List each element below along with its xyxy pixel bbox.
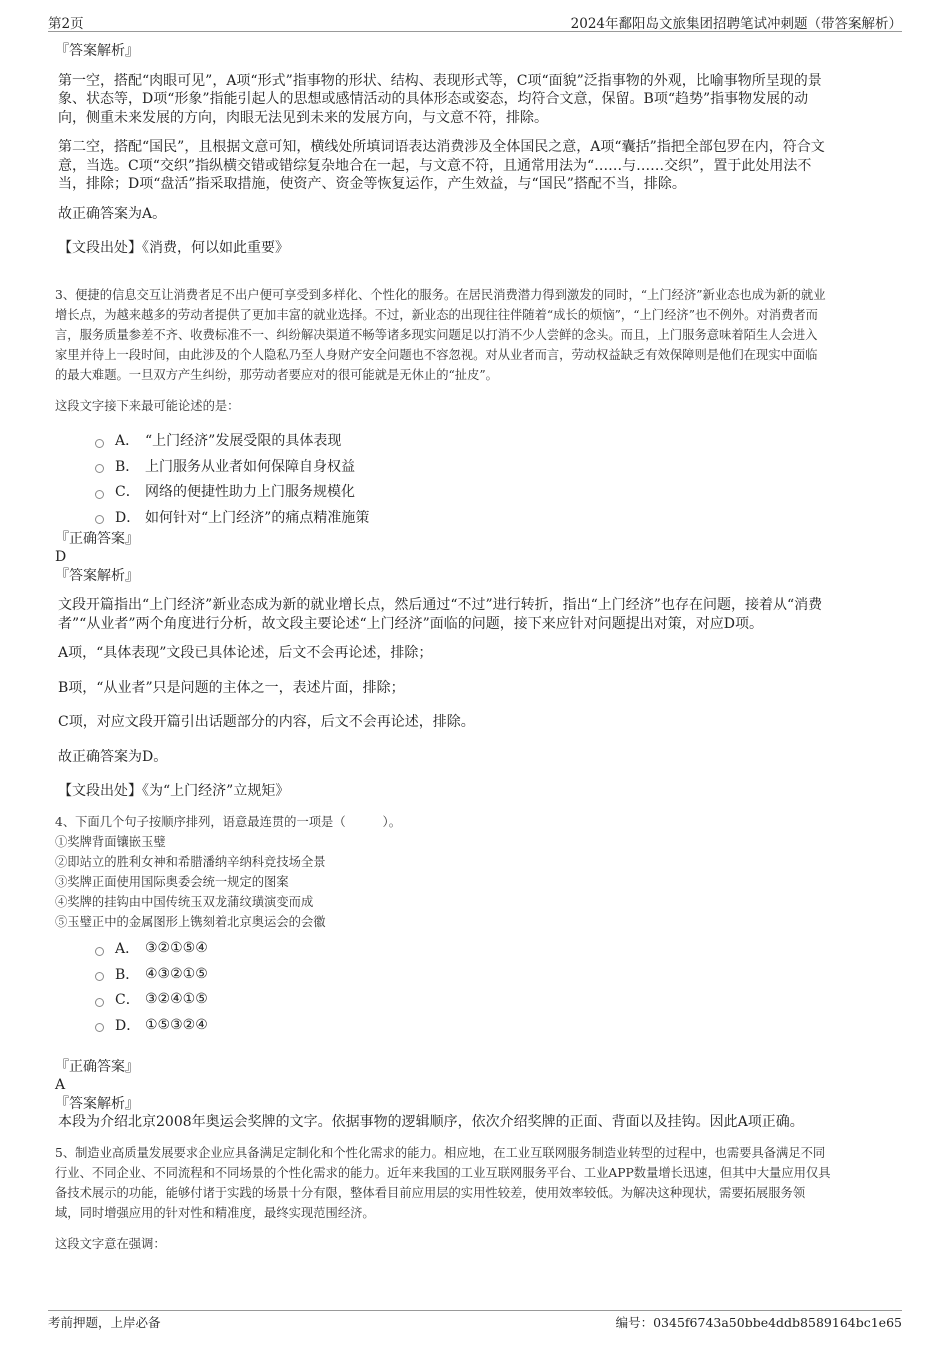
radio-button[interactable] [95, 464, 104, 473]
text-line: 域，同时增强应用的针对性和精准度，最终实现范围经济。 [55, 1205, 375, 1220]
q4-option-d[interactable] [95, 1012, 895, 1038]
radio-button[interactable] [95, 972, 104, 981]
q3-analysis [58, 596, 895, 633]
q2-source: 【文段出处】《消费，何以如此重要》 [58, 240, 289, 256]
q3-option-b[interactable] [95, 453, 895, 479]
document-title: 2024年鄱阳岛文旅集团招聘笔试冲刺题（带答案解析） [570, 16, 902, 32]
radio-button[interactable] [95, 490, 104, 499]
text-line: 增长点，为越来越多的劳动者提供了更加丰富的就业选择。不过，新业态的出现往往伴随着“成长的烦恼”，“上门经济”也不例外。对消费者而 [55, 307, 818, 322]
q3-analysis-label: 『答案解析』 [55, 567, 139, 584]
option-letter: A． [115, 433, 140, 450]
text-line: 行业、不同企业、不同流程和不同场景的个性化需求的能力。近年来我国的工业互联网服务平台、工业APP数量增长迅速，但其中大量应用仅具 [55, 1165, 831, 1180]
q3-answer: D [55, 549, 67, 565]
q3-option-c[interactable] [95, 479, 895, 505]
text-line: 当，排除；D项“盘活”指采取措施，使资产、资金等恢复运作，产生效益，与“国民”搭配不当，排除。 [58, 176, 686, 192]
q5-stem [55, 1143, 895, 1223]
radio-button[interactable] [95, 947, 104, 956]
q4-analysis: 本段为介绍北京2008年奥运会奖牌的文字。依据事物的逻辑顺序，依次介绍奖牌的正面、背面以及挂钩。因此A项正确。 [58, 1114, 804, 1130]
option-text: ①⑤③②④ [145, 1016, 208, 1033]
q3-conclusion: 故正确答案为D。 [58, 748, 168, 765]
q4-answer-label: 『正确答案』 [55, 1058, 139, 1075]
text-line: ③奖牌正面使用国际奥委会统一规定的图案 [55, 874, 289, 889]
radio-button[interactable] [95, 515, 104, 524]
option-letter: A． [115, 941, 140, 958]
q4-analysis-label: 『答案解析』 [55, 1095, 139, 1112]
q2-analysis-paragraph-1 [58, 72, 895, 128]
footer-divider [48, 1310, 902, 1311]
text-line: 向，侧重未来发展的方向，肉眼无法见到未来的发展方向，与文意不符，排除。 [58, 109, 548, 126]
text-line: 备技术展示的功能，能够付诸于实践的场景十分有限，整体看目前应用层的实用性较差，使用效率较低。为解决这种现状，需要拓展服务领 [55, 1185, 806, 1200]
option-letter: D． [115, 1017, 141, 1034]
q4-stem [55, 812, 895, 932]
q3-options [95, 428, 895, 530]
document-code: 编号：0345f6743a50bbe4ddb8589164bc1e65 [615, 1315, 902, 1330]
text-line: 3、便捷的信息交互让消费者足不出户便可享受到多样化、个性化的服务。在居民消费潜力得到激发的同时，“上门经济”新业态也成为新的就业 [55, 287, 826, 302]
q2-conclusion: 故正确答案为A。 [58, 205, 167, 222]
q3-source: 【文段出处】《为“上门经济”立规矩》 [58, 783, 290, 799]
text-line: 者”“从业者”两个角度进行分析，故文段主要论述“上门经济”面临的问题，接下来应针对问题提出对策，对应D项。 [58, 615, 764, 632]
text-line: 象、状态等，D项“形象”指能引起人的思想或感情活动的具体形态或姿态，均符合文意，保留。B项“趋势”指事物发展的动 [58, 91, 809, 107]
text-line: 第二空，搭配“国民”，且根据文意可知，横线处所填词语表达消费涉及全体国民之意，A项“囊括”指把全部包罗在内，符合文 [58, 139, 825, 155]
footer-slogan: 考前押题，上岸必备 [48, 1315, 161, 1330]
q3-analysis-a: A项，“具体表现”文段已具体论述，后文不会再论述，排除； [58, 645, 433, 661]
option-text: 上门服务从业者如何保障自身权益 [145, 458, 355, 475]
text-line: 文段开篇指出“上门经济”新业态成为新的就业增长点，然后通过“不过”进行转折，指出“上门经济”也存在问题，接着从“消费 [58, 597, 823, 613]
q5-prompt: 这段文字意在强调： [55, 1236, 166, 1251]
option-text: “上门经济”发展受限的具体表现 [145, 433, 342, 450]
q3-analysis-c: C项，对应文段开篇引出话题部分的内容，后文不会再论述，排除。 [58, 714, 475, 730]
q2-analysis-label: 『答案解析』 [55, 43, 139, 59]
text-line: ②即站立的胜利女神和希腊潘纳辛纳科竞技场全景 [55, 854, 326, 869]
q4-option-a[interactable] [95, 936, 895, 962]
q3-answer-label: 『正确答案』 [55, 530, 139, 547]
page-content [55, 42, 895, 1254]
q3-option-d[interactable] [95, 504, 895, 530]
text-line: 4、下面几个句子按顺序排列，语意最连贯的一项是（ ）。 [55, 814, 401, 829]
q3-analysis-b: B项，“从业者”只是问题的主体之一，表述片面，排除； [58, 679, 405, 696]
text-line: 家里并待上一段时间，由此涉及的个人隐私乃至人身财产安全问题也不容忽视。对从业者而言，劳动权益缺乏有效保障则是他们在现实中面临 [55, 347, 818, 362]
option-letter: B． [115, 458, 140, 475]
option-letter: D． [115, 509, 141, 526]
q3-option-a[interactable] [95, 428, 895, 454]
page-header [48, 12, 902, 32]
option-text: 如何针对“上门经济”的痛点精准施策 [145, 509, 370, 526]
text-line: 第一空，搭配“肉眼可见”，A项“形式”指事物的形状、结构、表现形式等，C项“面貌”泛指事物的外观，比喻事物所呈现的景 [58, 72, 822, 89]
radio-button[interactable] [95, 439, 104, 448]
text-line: 意，当选。C项“交织”指纵横交错或错综复杂地合在一起，与文意不符，且通常用法为“……与……交织”，置于此处用法不 [58, 157, 812, 174]
text-line: 5、制造业高质量发展要求企业应具备满足定制化和个性化需求的能力。相应地，在工业互联网服务制造业转型的过程中，也需要具备满足不同 [55, 1145, 826, 1160]
q4-option-c[interactable] [95, 987, 895, 1013]
q3-stem [55, 285, 895, 385]
text-line: ⑤玉璧正中的金属图形上镌刻着北京奥运会的会徽 [55, 914, 326, 929]
header-divider [48, 31, 902, 32]
text-line: ①奖牌背面镶嵌玉璧 [55, 834, 166, 849]
option-text: ③②④①⑤ [145, 991, 208, 1008]
q4-answer: A [55, 1077, 66, 1093]
option-letter: B． [115, 966, 140, 983]
page-number: 第2页 [48, 16, 84, 32]
option-text: ④③②①⑤ [145, 965, 208, 982]
text-line: 的最大难题。一旦双方产生纠纷，那劳动者要应对的很可能就是无休止的“扯皮”。 [55, 367, 498, 382]
text-line: 言，服务质量参差不齐、收费标准不一、纠纷解决渠道不畅等诸多现实问题足以打消不少人尝鲜的念头。而且，上门服务意味着陌生人会进入 [55, 327, 818, 342]
radio-button[interactable] [95, 1023, 104, 1032]
radio-button[interactable] [95, 998, 104, 1007]
text-line: ④奖牌的挂钩由中国传统玉双龙蒲纹璜演变而成 [55, 894, 314, 909]
q4-option-b[interactable] [95, 961, 895, 987]
option-letter: C． [115, 484, 140, 501]
q2-analysis-paragraph-2 [58, 138, 895, 194]
page-footer [48, 1313, 902, 1333]
option-text: 网络的便捷性助力上门服务规模化 [145, 484, 355, 501]
option-text: ③②①⑤④ [145, 940, 208, 957]
option-letter: C． [115, 992, 140, 1009]
q3-prompt: 这段文字接下来最可能论述的是： [55, 398, 240, 413]
q4-options [95, 936, 895, 1038]
